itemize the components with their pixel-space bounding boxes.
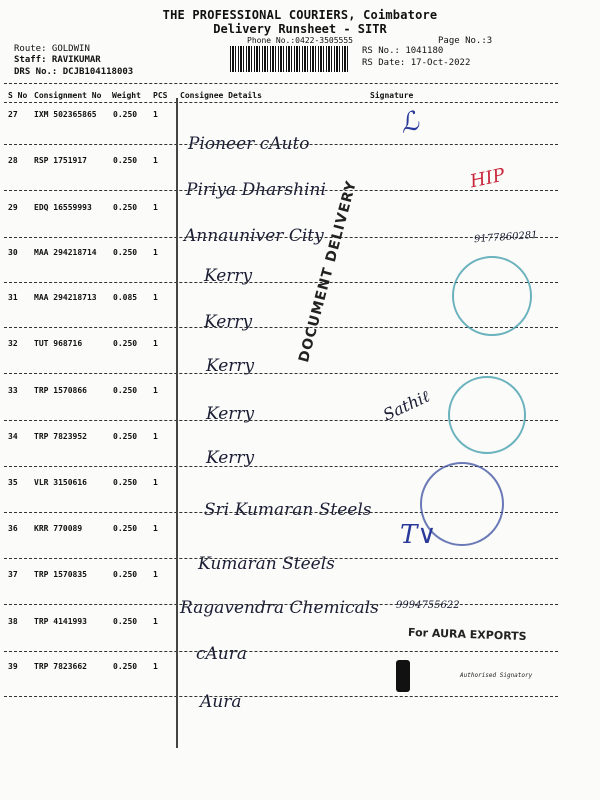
row-pcs: 1 <box>153 478 158 487</box>
row-weight: 0.250 <box>113 110 138 119</box>
row-consignment-no: TRP 1570866 <box>34 386 87 395</box>
row-weight: 0.250 <box>113 248 138 257</box>
row-weight: 0.250 <box>113 524 138 533</box>
page-number: Page No.:3 <box>438 36 493 46</box>
col-consignment: Consignment No <box>34 91 102 100</box>
row-weight: 0.250 <box>113 617 138 626</box>
row-consignee: Kerry <box>204 266 253 286</box>
row-weight: 0.250 <box>113 432 138 441</box>
row-consignee: Kerry <box>206 448 255 468</box>
row-consignee: Ragavendra Chemicals <box>180 598 379 618</box>
header-rule-bottom <box>4 102 558 103</box>
row-weight: 0.250 <box>113 478 138 487</box>
signature-phone-1: 9177860281 <box>473 229 538 246</box>
row-sno: 27 <box>8 110 18 119</box>
signature-phone-2: 9994755622 <box>396 600 460 611</box>
row-divider <box>4 373 558 374</box>
row-sno: 35 <box>8 478 18 487</box>
row-consignee: cAura <box>196 644 248 664</box>
row-pcs: 1 <box>153 339 158 348</box>
row-divider <box>4 144 558 145</box>
barcode <box>230 46 350 72</box>
runsheet-title: Delivery Runsheet - SITR <box>213 22 387 36</box>
row-consignment-no: IXM 502365865 <box>34 110 97 119</box>
row-consignee: Pioneer cAuto <box>188 134 310 154</box>
phone-number: Phone No.:0422-3505555 <box>247 36 353 45</box>
row-pcs: 1 <box>153 110 158 119</box>
row-pcs: 1 <box>153 386 158 395</box>
handwritten-bracket-line <box>176 98 178 748</box>
staff: Staff: RAVIKUMAR <box>14 55 101 65</box>
route: Route: GOLDWIN <box>14 44 90 54</box>
rs-number: RS No.: 1041180 <box>362 46 444 56</box>
row-pcs: 1 <box>153 617 158 626</box>
col-weight: Weight <box>112 91 141 100</box>
signature-sathish: Sathiℓ <box>380 386 433 425</box>
row-weight: 0.250 <box>113 339 138 348</box>
row-sno: 30 <box>8 248 18 257</box>
document-delivery-stamp: DOCUMENT DELIVERY <box>296 178 361 365</box>
signature-scribble-1: ℒ <box>396 106 423 140</box>
row-consignment-no: EDQ 16559993 <box>34 203 92 212</box>
row-sno: 29 <box>8 203 18 212</box>
row-consignee: Kumaran Steels <box>198 554 335 574</box>
kerry-stamp-1 <box>452 256 532 336</box>
authorised-signatory: Authorised Signatory <box>460 672 533 679</box>
row-consignment-no: TRP 1570835 <box>34 570 87 579</box>
row-sno: 38 <box>8 617 18 626</box>
row-sno: 32 <box>8 339 18 348</box>
row-sno: 39 <box>8 662 18 671</box>
header-rule-top <box>4 83 558 84</box>
row-divider <box>4 696 558 697</box>
row-consignment-no: VLR 3150616 <box>34 478 87 487</box>
row-divider <box>4 604 558 605</box>
row-consignment-no: MAA 294218713 <box>34 293 97 302</box>
row-pcs: 1 <box>153 248 158 257</box>
row-weight: 0.250 <box>113 386 138 395</box>
row-consignment-no: MAA 294218714 <box>34 248 97 257</box>
row-pcs: 1 <box>153 662 158 671</box>
row-consignment-no: RSP 1751917 <box>34 156 87 165</box>
row-consignee: Kerry <box>206 404 255 424</box>
col-consignee: Consignee Details <box>180 91 262 100</box>
row-pcs: 1 <box>153 156 158 165</box>
ink-mark <box>396 660 410 692</box>
company-title: THE PROFESSIONAL COURIERS, Coimbatore <box>162 8 438 22</box>
row-consignee: Piriya Dharshini <box>186 180 326 200</box>
row-sno: 28 <box>8 156 18 165</box>
row-consignee: Annauniver City <box>184 226 324 246</box>
row-weight: 0.250 <box>113 570 138 579</box>
row-pcs: 1 <box>153 293 158 302</box>
kerry-stamp-2 <box>448 376 526 454</box>
signature-kumaran: T∨ <box>400 520 437 550</box>
row-sno: 31 <box>8 293 18 302</box>
row-consignee: Sri Kumaran Steels <box>204 500 372 520</box>
row-consignment-no: TRP 7823952 <box>34 432 87 441</box>
rs-date: RS Date: 17-Oct-2022 <box>362 58 471 68</box>
row-consignee: Kerry <box>204 312 253 332</box>
row-weight: 0.250 <box>113 662 138 671</box>
col-pcs: PCS <box>153 91 168 100</box>
row-sno: 33 <box>8 386 18 395</box>
row-pcs: 1 <box>153 524 158 533</box>
row-weight: 0.250 <box>113 156 138 165</box>
row-consignee: Aura <box>200 692 242 712</box>
row-consignment-no: TRP 7823662 <box>34 662 87 671</box>
row-sno: 37 <box>8 570 18 579</box>
row-divider <box>4 651 558 652</box>
signature-hip: HIP <box>468 164 507 193</box>
col-signature: Signature <box>370 91 414 100</box>
row-sno: 34 <box>8 432 18 441</box>
row-consignee: Kerry <box>206 356 255 376</box>
row-pcs: 1 <box>153 432 158 441</box>
row-consignment-no: TUT 968716 <box>34 339 83 348</box>
row-pcs: 1 <box>153 570 158 579</box>
row-consignment-no: KRR 770089 <box>34 524 83 533</box>
drs-number: DRS No.: DCJB104118003 <box>14 67 134 77</box>
row-pcs: 1 <box>153 203 158 212</box>
row-weight: 0.085 <box>113 293 138 302</box>
aura-exports-stamp: For AURA EXPORTS <box>407 625 527 644</box>
row-divider <box>4 558 558 559</box>
col-sno: S No <box>8 91 28 100</box>
row-consignment-no: TRP 4141993 <box>34 617 87 626</box>
row-weight: 0.250 <box>113 203 138 212</box>
row-sno: 36 <box>8 524 18 533</box>
